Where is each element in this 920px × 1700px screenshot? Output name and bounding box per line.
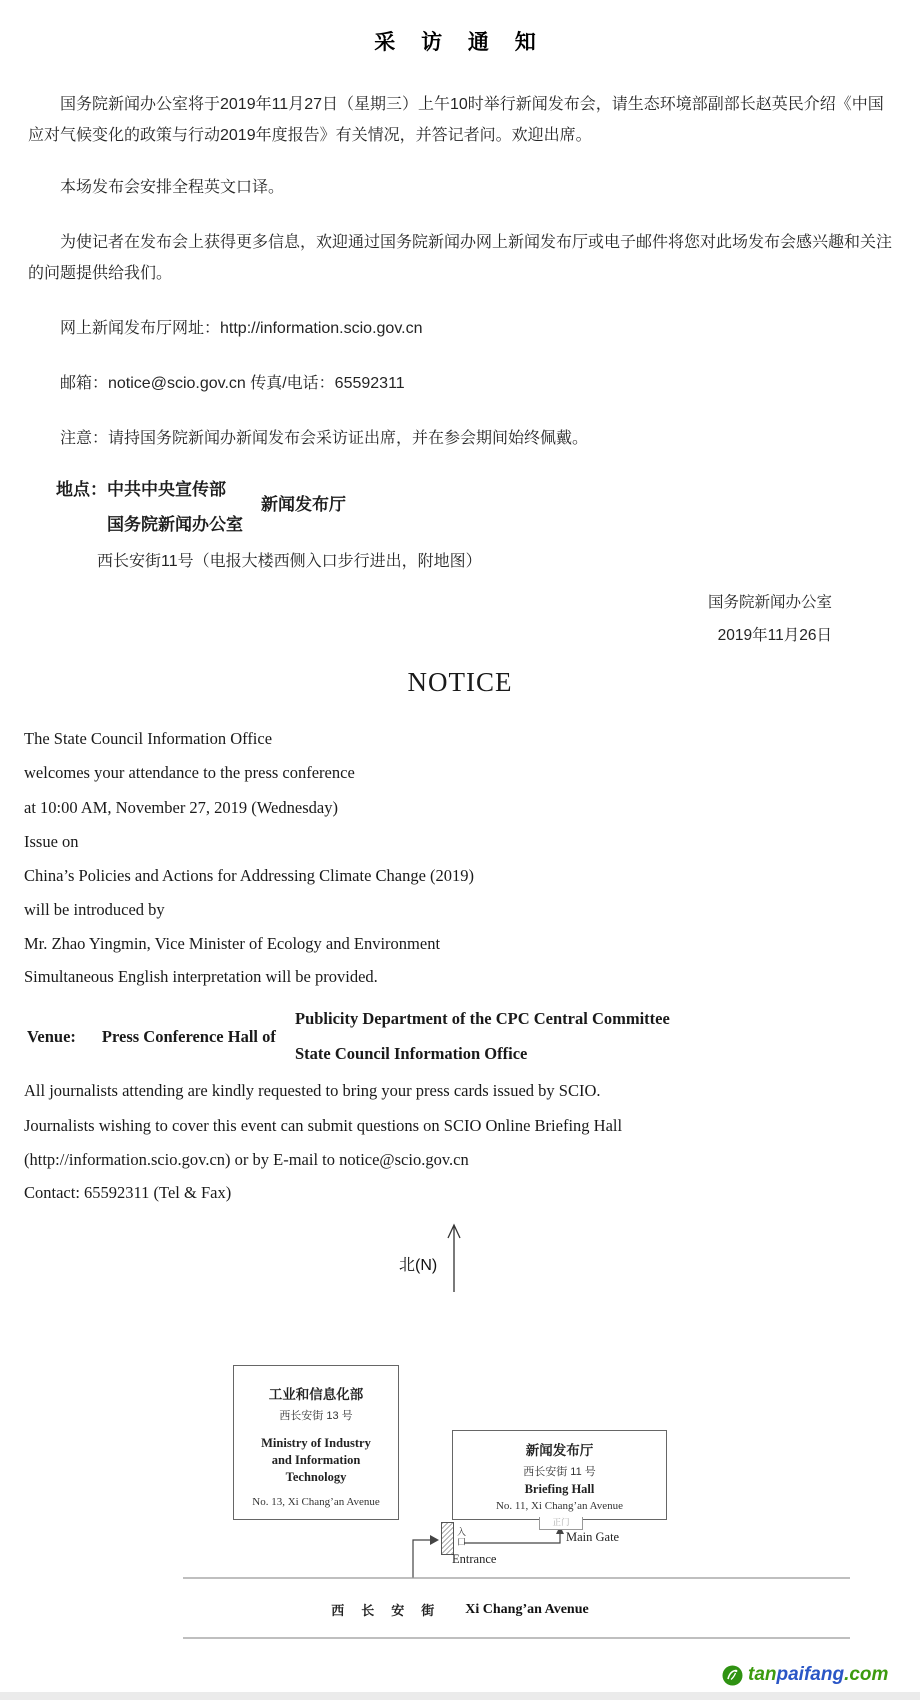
hall-en-name: Briefing Hall xyxy=(524,1482,595,1496)
miit-en-name: Ministry of Industry and Information Technology xyxy=(261,1436,371,1484)
en-line-introduced-by: will be introduced by xyxy=(24,900,165,919)
street-en-label: Xi Chang’an Avenue xyxy=(465,1601,589,1617)
en-footer-press-cards: All journalists attending are kindly requested to bring your press cards issued by SCIO. xyxy=(24,1081,601,1100)
miit-en-address: No. 13, Xi Chang’an Avenue xyxy=(252,1496,380,1508)
en-line-office: The State Council Information Office xyxy=(24,729,273,748)
en-venue-row xyxy=(27,1021,276,1052)
logo-part-paifang: paifang xyxy=(776,1664,845,1685)
en-line-issue: Issue on xyxy=(24,832,79,851)
logo-part-tan: tan xyxy=(748,1664,777,1685)
venue-cn-line2: 国务院新闻办公室 xyxy=(107,515,243,534)
main-gate-label: Main Gate xyxy=(566,1530,620,1544)
leaf-circle-icon xyxy=(722,1665,743,1686)
en-footer-submit: Journalists wishing to cover this event can submit questions on SCIO Online Briefing Hall xyxy=(24,1116,623,1135)
map-box-briefing-hall xyxy=(452,1430,667,1520)
signoff-org: 国务院新闻办公室 xyxy=(707,594,832,611)
en-venue-label: Venue: xyxy=(27,1027,76,1046)
en-line-report-title: China’s Policies and Actions for Addressing Climate Change (2019) xyxy=(24,866,475,885)
en-venue-hall: Press Conference Hall of xyxy=(101,1027,276,1046)
street-label-row xyxy=(0,1600,920,1619)
paragraph-email-phone: 邮箱：notice@scio.gov.cn 传真/电话：65592311 xyxy=(60,375,405,392)
paragraph-interpretation: 本场发布会安排全程英文口译。 xyxy=(60,179,285,196)
paragraph-briefing-url: 网上新闻发布厅网址：http://information.scio.gov.cn xyxy=(60,320,423,337)
hall-cn-address: 西长安街 11 号 xyxy=(523,1466,596,1478)
paragraph-announcement: 国务院新闻办公室将于2019年11月27日（星期三）上午10时举行新闻发布会，请生态环境部副部长赵英民介绍《中国应对气候变化的政策与行动2019年度报告》有关情况，并答记者问。欢迎出席。 xyxy=(28,96,884,144)
main-gate-notch: 正门 xyxy=(539,1517,583,1530)
north-arrow-icon xyxy=(440,1218,468,1298)
en-footer-url-email: (http://information.scio.gov.cn) or by E-mail to notice@scio.gov.cn xyxy=(24,1150,469,1169)
hall-en-address: No. 11, Xi Chang’an Avenue xyxy=(495,1500,624,1512)
map-box-miit xyxy=(233,1365,399,1520)
miit-cn-name: 工业和信息化部 xyxy=(268,1387,364,1402)
logo-part-com: .com xyxy=(844,1664,889,1685)
en-line-welcome: welcomes your attendance to the press conference xyxy=(24,763,355,782)
logo-text xyxy=(748,1664,888,1686)
entrance-marker xyxy=(441,1522,454,1555)
entrance-cn-label: 入口 xyxy=(457,1527,467,1547)
street-cn-label: 西长安街 xyxy=(331,1603,452,1618)
entrance-label: Entrance xyxy=(452,1552,497,1566)
venue-cn-hall: 新闻发布厅 xyxy=(261,495,346,514)
venue-cn-address: 西长安街11号（电报大楼西侧入口步行进出，附地图） xyxy=(97,553,482,570)
en-line-interpretation: Simultaneous English interpretation will be provided. xyxy=(24,967,378,986)
tanpaifang-logo[interactable] xyxy=(722,1664,888,1686)
en-venue-org1: Publicity Department of the CPC Central Committee xyxy=(295,1009,670,1028)
paragraph-notice-badge: 注意：请持国务院新闻办新闻发布会采访证出席，并在参会期间始终佩戴。 xyxy=(60,430,589,447)
north-label: 北(N) xyxy=(399,1257,438,1274)
venue-cn-line1: 地点：中共中央宣传部 xyxy=(56,480,226,499)
page-title: 采 访 通 知 xyxy=(374,31,546,54)
en-footer-contact: Contact: 65592311 (Tel & Fax) xyxy=(24,1183,232,1202)
en-line-datetime: at 10:00 AM, November 27, 2019 (Wednesday) xyxy=(24,798,338,817)
bottom-divider xyxy=(0,1692,920,1700)
en-line-speaker: Mr. Zhao Yingmin, Vice Minister of Ecology and Environment xyxy=(24,934,441,953)
hall-cn-name: 新闻发布厅 xyxy=(525,1443,594,1458)
english-title: NOTICE xyxy=(407,667,513,697)
miit-cn-address: 西长安街 13 号 xyxy=(279,1410,353,1422)
paragraph-questions: 为使记者在发布会上获得更多信息，欢迎通过国务院新闻办网上新闻发布厅或电子邮件将您对此场发布会感兴趣和关注的问题提供给我们。 xyxy=(28,234,893,282)
signoff-date: 2019年11月26日 xyxy=(717,627,832,644)
en-venue-org2: State Council Information Office xyxy=(295,1044,528,1063)
